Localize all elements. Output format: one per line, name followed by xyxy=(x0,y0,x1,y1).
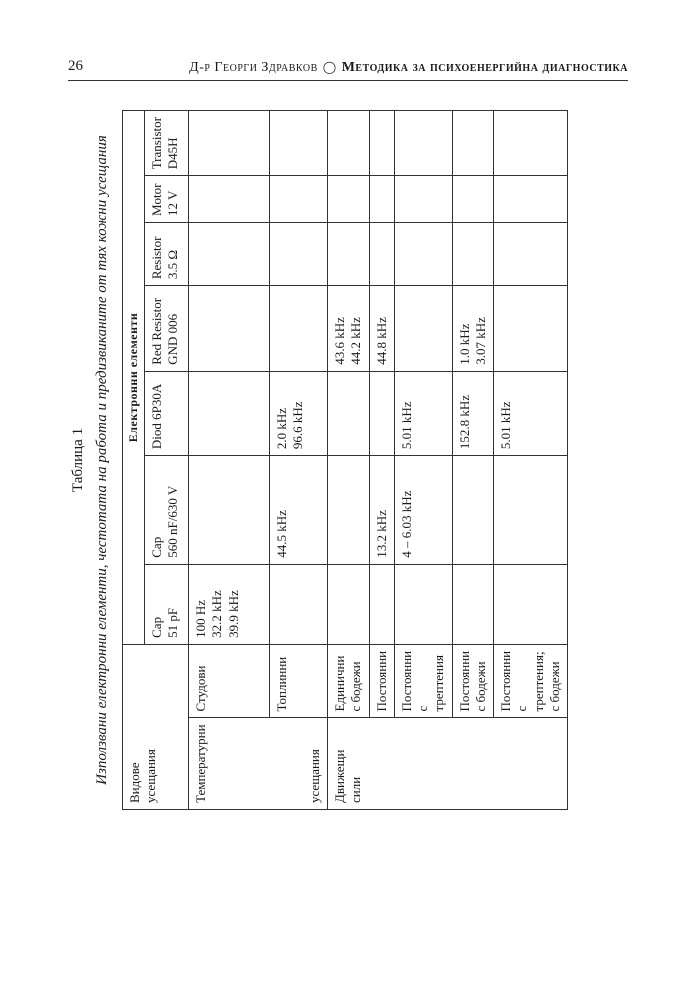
separator-icon: ◯ xyxy=(322,60,337,74)
column-header-line: D45H xyxy=(165,137,181,170)
table-row xyxy=(269,111,327,810)
row-group-label-line: усещания xyxy=(306,749,322,803)
row-label-line: Постоянни xyxy=(498,650,513,712)
frequency-cell xyxy=(369,176,394,223)
table-caption-title: Таблица 1 xyxy=(70,427,86,493)
row-label-line: с бодежи xyxy=(546,661,562,712)
row-label-line: с трептения xyxy=(415,655,447,712)
row-label xyxy=(328,644,370,718)
row-label-line: с бодежи xyxy=(472,661,488,712)
row-label-line: Топлинни xyxy=(273,656,289,712)
table-row xyxy=(189,111,270,810)
row-label-line: Постоянни xyxy=(456,650,472,712)
frequency-cell xyxy=(394,456,452,565)
frequency-cell xyxy=(369,371,394,455)
frequency-cell xyxy=(394,176,452,223)
row-label xyxy=(394,644,452,718)
column-header-line: Diod 6P30A xyxy=(149,383,164,450)
frequency-cell xyxy=(269,286,327,372)
frequency-value: 32.2 kHz xyxy=(209,590,225,638)
frequency-cell xyxy=(494,176,568,223)
frequency-cell xyxy=(369,286,394,372)
row-group-label xyxy=(328,718,568,810)
column-header xyxy=(145,111,189,176)
row-label-line: Постоянни xyxy=(373,650,389,712)
frequency-cell xyxy=(369,456,394,565)
frequency-cell xyxy=(452,371,494,455)
row-label xyxy=(369,644,394,718)
frequency-value: 43.6 kHz xyxy=(332,317,347,365)
frequency-cell xyxy=(452,223,494,286)
frequency-cell xyxy=(452,111,494,176)
table-caption-subtitle: Използвани електронни елементи, честотата на работа и предизвиканите от тях кожни усещания xyxy=(94,135,110,785)
row-label-line: с трептения; xyxy=(514,651,546,712)
row-group-label xyxy=(189,718,328,810)
row-group-label-line: Движещи сили xyxy=(332,749,364,803)
frequency-cell xyxy=(269,111,327,176)
frequency-cell xyxy=(394,371,452,455)
frequency-cell xyxy=(189,286,270,372)
column-header-line: Resistor xyxy=(149,236,164,280)
frequency-value: 5.01 kHz xyxy=(498,401,513,450)
frequency-value: 44.2 kHz xyxy=(348,317,364,365)
row-label xyxy=(269,644,327,718)
column-header-line: GND 006 xyxy=(165,313,181,365)
row-group-label-line: Температурни xyxy=(193,724,208,803)
column-header xyxy=(145,564,189,644)
frequency-cell xyxy=(328,223,370,286)
column-header-line: Red Resistor xyxy=(149,297,164,365)
frequency-cell xyxy=(452,286,494,372)
frequency-value: 44.5 kHz xyxy=(273,510,289,558)
frequency-value: 13.2 kHz xyxy=(373,510,389,558)
frequency-value: 3.07 kHz xyxy=(472,317,488,365)
frequency-value: 100 Hz xyxy=(193,599,208,638)
frequency-value: 5.01 kHz xyxy=(398,401,414,450)
row-label-line: Единични xyxy=(332,655,347,712)
column-header-line: Motor xyxy=(149,183,164,216)
frequency-cell xyxy=(394,286,452,372)
frequency-cell xyxy=(369,564,394,644)
column-header xyxy=(145,223,189,286)
row-label-line: с бодежи xyxy=(348,661,364,712)
frequency-value: 2.0 kHz xyxy=(273,407,289,450)
frequency-cell xyxy=(189,176,270,223)
frequency-cell xyxy=(328,111,370,176)
frequency-cell xyxy=(494,456,568,565)
frequency-cell xyxy=(328,564,370,644)
column-header-line: 51 pF xyxy=(165,607,181,638)
frequency-cell xyxy=(269,456,327,565)
frequency-value: 44.8 kHz xyxy=(373,317,389,365)
column-header xyxy=(145,176,189,223)
frequency-value: 1.0 kHz xyxy=(456,323,472,365)
group-header: Електронни елементи xyxy=(123,111,145,645)
data-table xyxy=(122,110,568,810)
row-label-line: Студови xyxy=(193,665,208,712)
running-title xyxy=(189,60,628,76)
frequency-value: 4 – 6.03 kHz xyxy=(398,490,414,558)
frequency-value: 152.8 kHz xyxy=(456,394,472,450)
frequency-cell xyxy=(189,223,270,286)
column-header-line: Cap xyxy=(149,536,164,558)
frequency-cell xyxy=(494,564,568,644)
row-header-title xyxy=(123,644,189,809)
frequency-cell xyxy=(369,111,394,176)
frequency-cell xyxy=(452,176,494,223)
column-header-line: 560 nF/630 V xyxy=(165,485,181,558)
frequency-cell xyxy=(328,176,370,223)
frequency-cell xyxy=(394,223,452,286)
row-label xyxy=(189,644,270,718)
rotated-table-area xyxy=(70,110,630,810)
row-label-line: Постоянни xyxy=(398,650,414,712)
page-header xyxy=(0,0,700,90)
frequency-cell xyxy=(494,111,568,176)
frequency-value: 39.9 kHz xyxy=(225,590,241,638)
row-label xyxy=(452,644,494,718)
page-number: 26 xyxy=(68,58,83,74)
frequency-cell xyxy=(328,286,370,372)
frequency-cell xyxy=(269,223,327,286)
frequency-value: 96.6 kHz xyxy=(290,401,306,450)
column-header xyxy=(145,456,189,565)
frequency-cell xyxy=(394,564,452,644)
frequency-cell xyxy=(189,564,270,644)
frequency-cell xyxy=(452,564,494,644)
table-row xyxy=(394,111,452,810)
column-header-line: Transistor xyxy=(149,117,164,170)
row-header-title-line: усещания xyxy=(143,749,159,803)
frequency-cell xyxy=(452,456,494,565)
table-row xyxy=(452,111,494,810)
frequency-cell xyxy=(269,371,327,455)
column-header-line: 3.5 Ω xyxy=(165,249,181,280)
frequency-cell xyxy=(269,176,327,223)
frequency-cell xyxy=(189,371,270,455)
header-rule xyxy=(68,80,628,81)
column-header xyxy=(145,286,189,372)
table-row xyxy=(328,111,370,810)
frequency-cell xyxy=(369,223,394,286)
column-header-line: 12 V xyxy=(165,190,181,216)
frequency-cell xyxy=(328,371,370,455)
column-header xyxy=(145,371,189,455)
table-body xyxy=(189,111,568,810)
column-header-line: Cap xyxy=(149,616,164,638)
table-row xyxy=(494,111,568,810)
table-row xyxy=(369,111,394,810)
frequency-cell xyxy=(328,456,370,565)
frequency-cell xyxy=(494,371,568,455)
book-title: Методика за психоенергийна диагностика xyxy=(341,60,628,75)
frequency-cell xyxy=(394,111,452,176)
author-name: Д-р Георги Здравков xyxy=(189,60,318,75)
frequency-cell xyxy=(494,286,568,372)
frequency-cell xyxy=(269,564,327,644)
row-label xyxy=(494,644,568,718)
frequency-cell xyxy=(189,111,270,176)
row-header-title-line: Видове xyxy=(127,762,142,803)
frequency-cell xyxy=(189,456,270,565)
frequency-cell xyxy=(494,223,568,286)
